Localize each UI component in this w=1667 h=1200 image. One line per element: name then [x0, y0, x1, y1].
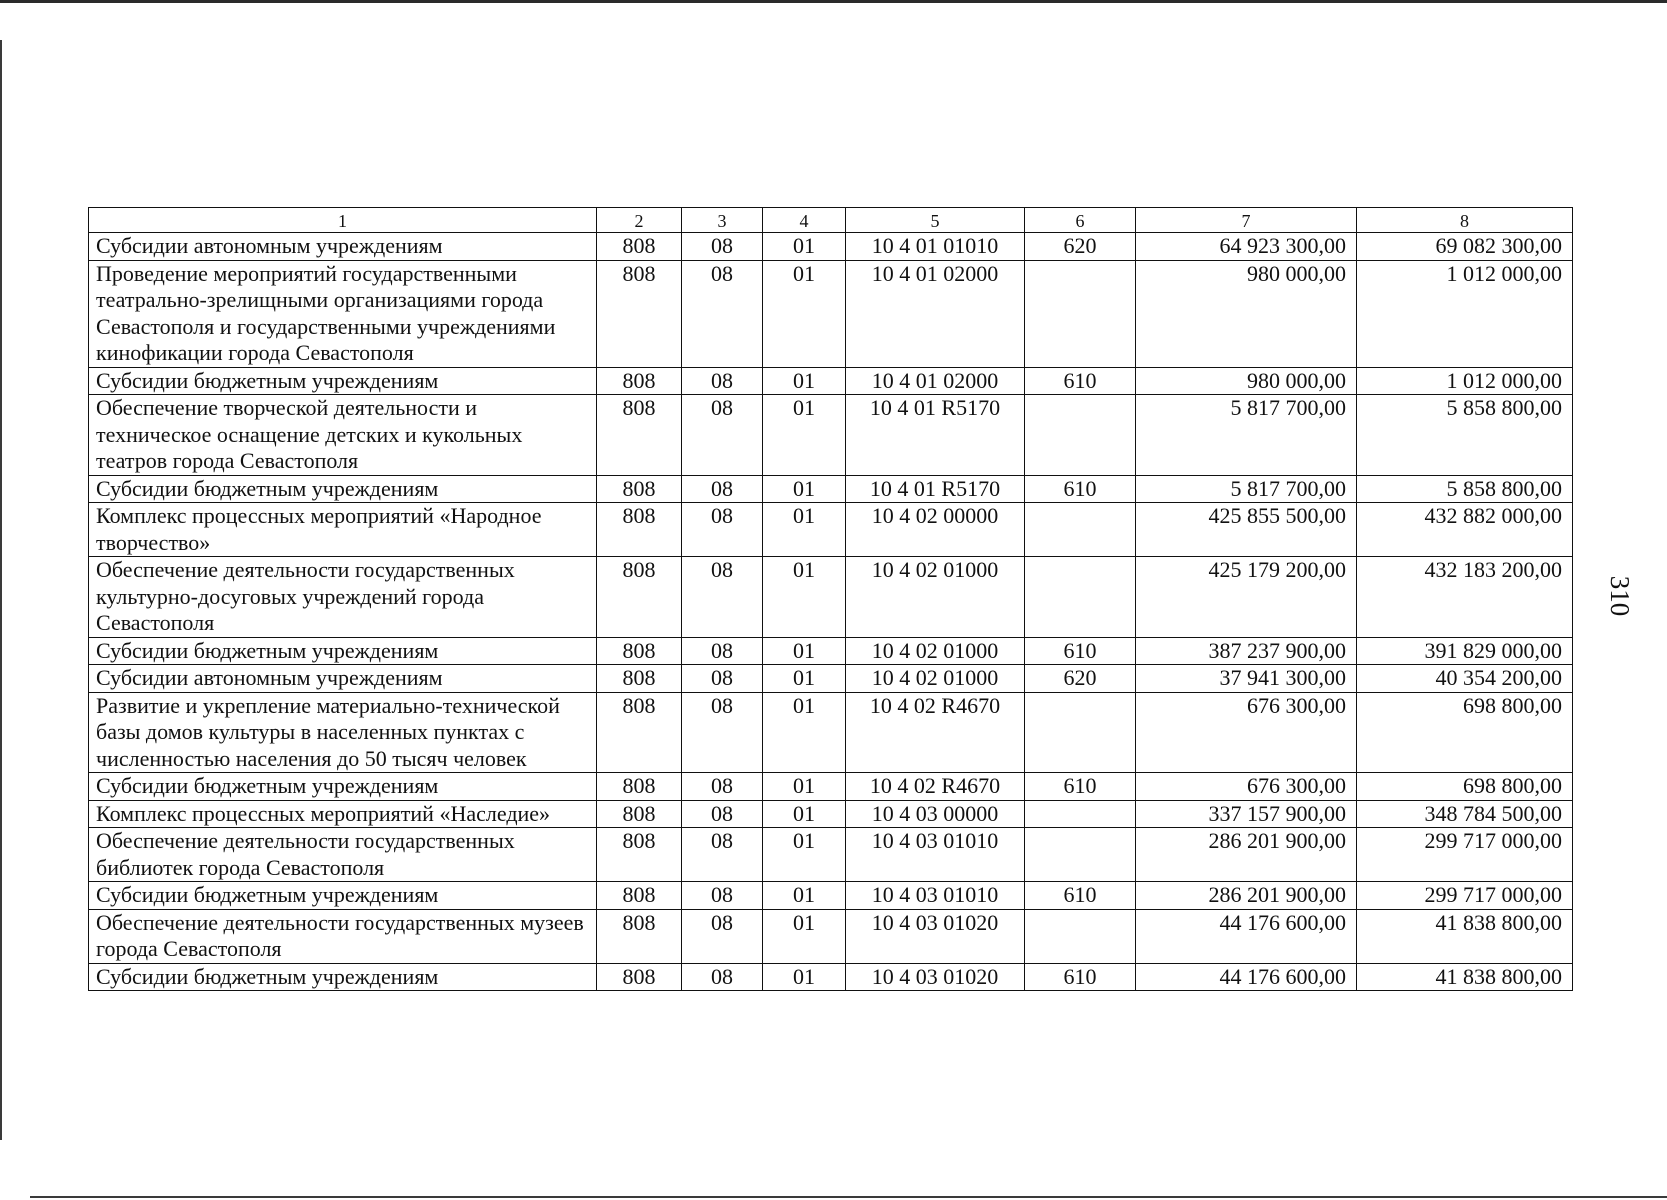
row-grbs-cell: 808 [597, 475, 682, 503]
row-amount-1-cell: 37 941 300,00 [1136, 665, 1357, 693]
column-number: 6 [1025, 208, 1136, 233]
row-subsection-cell: 01 [763, 475, 846, 503]
table-row [89, 367, 1573, 395]
table-row [89, 800, 1573, 828]
row-target-article-cell: 10 4 01 01010 [846, 233, 1025, 261]
row-grbs-cell: 808 [597, 260, 682, 367]
row-expense-type-cell [1025, 800, 1136, 828]
row-name-cell: Субсидии бюджетным учреждениям [89, 367, 597, 395]
row-amount-2-cell: 348 784 500,00 [1357, 800, 1573, 828]
row-target-article-cell: 10 4 03 01010 [846, 882, 1025, 910]
row-section-cell: 08 [682, 828, 763, 882]
row-grbs-cell: 808 [597, 367, 682, 395]
row-amount-2-cell: 698 800,00 [1357, 773, 1573, 801]
row-target-article-cell: 10 4 02 01000 [846, 557, 1025, 638]
row-amount-2-cell: 391 829 000,00 [1357, 637, 1573, 665]
row-section-cell: 08 [682, 233, 763, 261]
row-name-cell: Комплекс процессных мероприятий «Народное творчество» [89, 503, 597, 557]
row-grbs-cell: 808 [597, 557, 682, 638]
row-target-article-cell: 10 4 01 R5170 [846, 475, 1025, 503]
row-name-cell: Обеспечение деятельности государственных библиотек города Севастополя [89, 828, 597, 882]
row-grbs-cell: 808 [597, 882, 682, 910]
column-number: 2 [597, 208, 682, 233]
row-expense-type-cell [1025, 503, 1136, 557]
row-name-cell: Развитие и укрепление материально-технической базы домов культуры в населенных пунктах с численностью населения до 50 тысяч человек [89, 692, 597, 773]
row-grbs-cell: 808 [597, 963, 682, 991]
row-amount-1-cell: 64 923 300,00 [1136, 233, 1357, 261]
table-row [89, 882, 1573, 910]
table-row [89, 260, 1573, 367]
row-section-cell: 08 [682, 692, 763, 773]
row-amount-2-cell: 69 082 300,00 [1357, 233, 1573, 261]
row-target-article-cell: 10 4 01 02000 [846, 260, 1025, 367]
row-name-cell: Субсидии автономным учреждениям [89, 233, 597, 261]
row-amount-1-cell: 676 300,00 [1136, 773, 1357, 801]
row-target-article-cell: 10 4 03 00000 [846, 800, 1025, 828]
row-subsection-cell: 01 [763, 828, 846, 882]
row-amount-2-cell: 41 838 800,00 [1357, 963, 1573, 991]
row-subsection-cell: 01 [763, 503, 846, 557]
row-expense-type-cell: 610 [1025, 367, 1136, 395]
row-grbs-cell: 808 [597, 800, 682, 828]
row-grbs-cell: 808 [597, 909, 682, 963]
row-name-cell: Комплекс процессных мероприятий «Наследие» [89, 800, 597, 828]
column-number: 3 [682, 208, 763, 233]
row-target-article-cell: 10 4 03 01020 [846, 909, 1025, 963]
row-amount-1-cell: 676 300,00 [1136, 692, 1357, 773]
row-amount-2-cell: 432 882 000,00 [1357, 503, 1573, 557]
row-section-cell: 08 [682, 800, 763, 828]
row-name-cell: Субсидии автономным учреждениям [89, 665, 597, 693]
row-amount-2-cell: 5 858 800,00 [1357, 395, 1573, 476]
row-subsection-cell: 01 [763, 260, 846, 367]
column-number: 5 [846, 208, 1025, 233]
table-row [89, 828, 1573, 882]
row-subsection-cell: 01 [763, 637, 846, 665]
row-target-article-cell: 10 4 03 01010 [846, 828, 1025, 882]
column-number-row [89, 208, 1573, 233]
table-row [89, 557, 1573, 638]
row-grbs-cell: 808 [597, 828, 682, 882]
row-section-cell: 08 [682, 665, 763, 693]
table-row [89, 773, 1573, 801]
row-target-article-cell: 10 4 03 01020 [846, 963, 1025, 991]
row-amount-1-cell: 286 201 900,00 [1136, 828, 1357, 882]
row-amount-2-cell: 41 838 800,00 [1357, 909, 1573, 963]
row-section-cell: 08 [682, 637, 763, 665]
row-amount-1-cell: 425 179 200,00 [1136, 557, 1357, 638]
row-amount-1-cell: 337 157 900,00 [1136, 800, 1357, 828]
scan-border-left [0, 40, 2, 1140]
row-name-cell: Субсидии бюджетным учреждениям [89, 963, 597, 991]
page-number: 310 [1605, 575, 1635, 617]
row-grbs-cell: 808 [597, 692, 682, 773]
column-number: 8 [1357, 208, 1573, 233]
table-row [89, 475, 1573, 503]
row-name-cell: Обеспечение творческой деятельности и техническое оснащение детских и кукольных театров города Севастополя [89, 395, 597, 476]
row-subsection-cell: 01 [763, 665, 846, 693]
row-amount-1-cell: 425 855 500,00 [1136, 503, 1357, 557]
row-amount-1-cell: 5 817 700,00 [1136, 395, 1357, 476]
table-row [89, 395, 1573, 476]
row-amount-1-cell: 44 176 600,00 [1136, 963, 1357, 991]
row-target-article-cell: 10 4 02 R4670 [846, 773, 1025, 801]
row-subsection-cell: 01 [763, 367, 846, 395]
row-section-cell: 08 [682, 909, 763, 963]
table-row [89, 637, 1573, 665]
row-target-article-cell: 10 4 02 00000 [846, 503, 1025, 557]
column-number: 7 [1136, 208, 1357, 233]
row-name-cell: Субсидии бюджетным учреждениям [89, 475, 597, 503]
row-name-cell: Субсидии бюджетным учреждениям [89, 637, 597, 665]
row-expense-type-cell [1025, 395, 1136, 476]
row-target-article-cell: 10 4 02 01000 [846, 665, 1025, 693]
row-expense-type-cell: 610 [1025, 637, 1136, 665]
row-subsection-cell: 01 [763, 773, 846, 801]
row-expense-type-cell [1025, 692, 1136, 773]
row-subsection-cell: 01 [763, 395, 846, 476]
row-amount-1-cell: 387 237 900,00 [1136, 637, 1357, 665]
row-target-article-cell: 10 4 01 02000 [846, 367, 1025, 395]
row-expense-type-cell: 610 [1025, 882, 1136, 910]
table-row [89, 233, 1573, 261]
row-grbs-cell: 808 [597, 773, 682, 801]
row-grbs-cell: 808 [597, 395, 682, 476]
row-subsection-cell: 01 [763, 692, 846, 773]
row-expense-type-cell [1025, 260, 1136, 367]
row-section-cell: 08 [682, 773, 763, 801]
budget-table [88, 207, 1573, 991]
row-name-cell: Субсидии бюджетным учреждениям [89, 882, 597, 910]
row-expense-type-cell: 610 [1025, 475, 1136, 503]
row-amount-2-cell: 40 354 200,00 [1357, 665, 1573, 693]
row-amount-1-cell: 5 817 700,00 [1136, 475, 1357, 503]
row-name-cell: Обеспечение деятельности государственных музеев города Севастополя [89, 909, 597, 963]
scan-border-bottom [30, 1196, 1667, 1198]
table-body [89, 233, 1573, 991]
row-amount-2-cell: 432 183 200,00 [1357, 557, 1573, 638]
row-name-cell: Проведение мероприятий государственными театрально-зрелищными организациями города Севастополя и государственными учреждениями кинофикации города Севастополя [89, 260, 597, 367]
row-expense-type-cell [1025, 557, 1136, 638]
row-section-cell: 08 [682, 475, 763, 503]
row-grbs-cell: 808 [597, 233, 682, 261]
row-grbs-cell: 808 [597, 637, 682, 665]
row-subsection-cell: 01 [763, 882, 846, 910]
row-expense-type-cell [1025, 828, 1136, 882]
row-amount-1-cell: 44 176 600,00 [1136, 909, 1357, 963]
table-row [89, 503, 1573, 557]
table-row [89, 665, 1573, 693]
table-header [89, 208, 1573, 233]
row-amount-2-cell: 299 717 000,00 [1357, 828, 1573, 882]
row-section-cell: 08 [682, 260, 763, 367]
row-section-cell: 08 [682, 963, 763, 991]
table-row [89, 692, 1573, 773]
row-section-cell: 08 [682, 557, 763, 638]
row-name-cell: Субсидии бюджетным учреждениям [89, 773, 597, 801]
row-subsection-cell: 01 [763, 909, 846, 963]
table-row [89, 909, 1573, 963]
row-section-cell: 08 [682, 395, 763, 476]
row-target-article-cell: 10 4 02 R4670 [846, 692, 1025, 773]
row-subsection-cell: 01 [763, 233, 846, 261]
row-amount-2-cell: 5 858 800,00 [1357, 475, 1573, 503]
row-target-article-cell: 10 4 02 01000 [846, 637, 1025, 665]
row-amount-2-cell: 1 012 000,00 [1357, 367, 1573, 395]
row-section-cell: 08 [682, 882, 763, 910]
row-amount-1-cell: 286 201 900,00 [1136, 882, 1357, 910]
row-section-cell: 08 [682, 367, 763, 395]
row-amount-1-cell: 980 000,00 [1136, 367, 1357, 395]
row-expense-type-cell: 620 [1025, 233, 1136, 261]
column-number: 4 [763, 208, 846, 233]
row-amount-2-cell: 1 012 000,00 [1357, 260, 1573, 367]
row-subsection-cell: 01 [763, 963, 846, 991]
row-expense-type-cell [1025, 909, 1136, 963]
row-section-cell: 08 [682, 503, 763, 557]
scan-border-top [0, 0, 1667, 3]
row-amount-2-cell: 698 800,00 [1357, 692, 1573, 773]
row-grbs-cell: 808 [597, 503, 682, 557]
table-row [89, 963, 1573, 991]
row-expense-type-cell: 610 [1025, 963, 1136, 991]
row-subsection-cell: 01 [763, 557, 846, 638]
row-amount-2-cell: 299 717 000,00 [1357, 882, 1573, 910]
row-name-cell: Обеспечение деятельности государственных культурно-досуговых учреждений города Севастополя [89, 557, 597, 638]
row-target-article-cell: 10 4 01 R5170 [846, 395, 1025, 476]
row-amount-1-cell: 980 000,00 [1136, 260, 1357, 367]
row-expense-type-cell: 620 [1025, 665, 1136, 693]
column-number: 1 [89, 208, 597, 233]
row-subsection-cell: 01 [763, 800, 846, 828]
row-grbs-cell: 808 [597, 665, 682, 693]
row-expense-type-cell: 610 [1025, 773, 1136, 801]
